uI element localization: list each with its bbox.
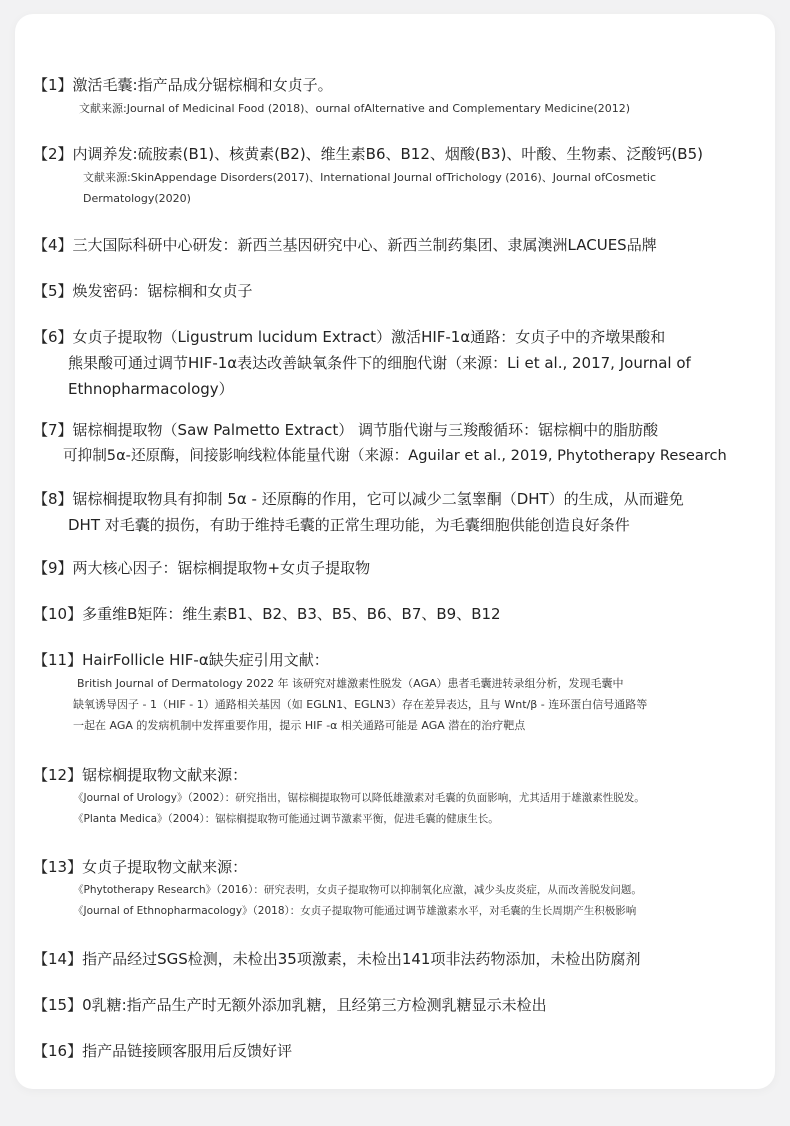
reference-item-5 [33, 278, 773, 304]
reference-item-15 [33, 992, 773, 1018]
reference-item-16 [33, 1038, 773, 1064]
reference-title: 【2】内调养发:硫胺素(B1)、核黄素(B2)、维生素B6、B12、烟酸(B3)、叶酸、生物素、泛酸钙(B5) [33, 145, 703, 163]
reference-line: 熊果酸可通过调节HIF-1α表达改善缺氧条件下的细胞代谢（来源：Li et al., 2017, Journal of [68, 354, 691, 372]
reference-source: Dermatology(2020) [83, 192, 191, 205]
reference-title: 【11】HairFollicle HIF-α缺失症引用文献： [33, 651, 329, 669]
reference-source: 《Planta Medica》（2004）：锯棕榈提取物可能通过调节激素平衡，促进毛囊的健康生长。 [73, 813, 499, 825]
reference-item-13 [33, 854, 773, 922]
reference-item-10 [33, 601, 773, 627]
reference-item-1 [33, 72, 773, 119]
reference-source: 《Journal of Ethnopharmacology》（2018）：女贞子提取物可能通过调节雄激素水平，对毛囊的生长周期产生积极影响 [73, 905, 637, 917]
reference-title: 【16】指产品链接顾客服用后反馈好评 [33, 1042, 293, 1060]
reference-title: 【9】两大核心因子：锯棕榈提取物+女贞子提取物 [33, 559, 371, 577]
reference-title: 【14】指产品经过SGS检测，未检出35项激素，未检出141项非法药物添加，未检出防腐剂 [33, 950, 641, 968]
reference-item-2 [33, 141, 773, 209]
reference-title: 【4】三大国际科研中心研发：新西兰基因研究中心、新西兰制药集团、隶属澳洲LACUES品牌 [33, 236, 657, 254]
reference-item-8 [33, 486, 773, 538]
reference-title: 【12】锯棕榈提取物文献来源： [33, 766, 248, 784]
reference-line: 【7】锯棕榈提取物（Saw Palmetto Extract） 调节脂代谢与三羧酸循环：锯棕榈中的脂肪酸 [33, 421, 659, 439]
reference-item-11 [33, 647, 773, 736]
reference-source: 文献来源:Journal of Medicinal Food (2018)、ournal ofAlternative and Complementary Medicine(2012) [79, 102, 631, 115]
reference-line: 可抑制5α-还原酶，间接影响线粒体能量代谢（来源：Aguilar et al., 2019, Phytotherapy Research [63, 447, 727, 464]
reference-line: DHT 对毛囊的损伤，有助于维持毛囊的正常生理功能，为毛囊细胞供能创造良好条件 [68, 516, 630, 534]
reference-title: 【13】女贞子提取物文献来源： [33, 858, 248, 876]
reference-item-14 [33, 946, 773, 972]
reference-title: 【10】多重维B矩阵：维生素B1、B2、B3、B5、B6、B7、B9、B12 [33, 605, 501, 623]
reference-card [15, 14, 775, 1089]
reference-source: 《Journal of Urology》（2002）：研究指出，锯棕榈提取物可以降低雄激素对毛囊的负面影响，尤其适用于雄激素性脱发。 [73, 792, 645, 804]
reference-title: 【15】0乳糖:指产品生产时无额外添加乳糖，且经第三方检测乳糖显示未检出 [33, 996, 547, 1014]
reference-source: 一起在 AGA 的发病机制中发挥重要作用，提示 HIF -α 相关通路可能是 AGA 潜在的治疗靶点 [73, 719, 526, 732]
reference-source: 《Phytotherapy Research》（2016）：研究表明，女贞子提取物可以抑制氧化应激，减少头皮炎症，从而改善脱发问题。 [73, 884, 642, 896]
reference-item-6 [33, 324, 773, 402]
reference-line: 【8】锯棕榈提取物具有抑制 5α - 还原酶的作用，它可以减少二氢睾酮（DHT）的生成，从而避免 [33, 490, 684, 508]
reference-item-12 [33, 762, 773, 830]
reference-line: Ethnopharmacology） [68, 380, 234, 398]
reference-item-7 [33, 417, 773, 469]
reference-source: 文献来源:SkinAppendage Disorders(2017)、International Journal ofTrichology (2016)、Journal ofCosmetic [83, 171, 656, 184]
reference-title: 【5】焕发密码：锯棕榈和女贞子 [33, 282, 253, 300]
reference-line: 【6】女贞子提取物（Ligustrum lucidum Extract）激活HIF-1α通路：女贞子中的齐墩果酸和 [33, 328, 666, 346]
reference-source: British Journal of Dermatology 2022 年 该研究对雄激素性脱发（AGA）患者毛囊进转录组分析，发现毛囊中 [77, 677, 624, 690]
reference-title: 【1】激活毛囊:指产品成分锯棕榈和女贞子。 [33, 76, 333, 94]
reference-item-4 [33, 232, 773, 258]
reference-item-9 [33, 555, 773, 581]
reference-source: 缺氧诱导因子 - 1（HIF - 1）通路相关基因（如 EGLN1、EGLN3）存在差异表达，且与 Wnt/β - 连环蛋白信号通路等 [73, 698, 648, 711]
